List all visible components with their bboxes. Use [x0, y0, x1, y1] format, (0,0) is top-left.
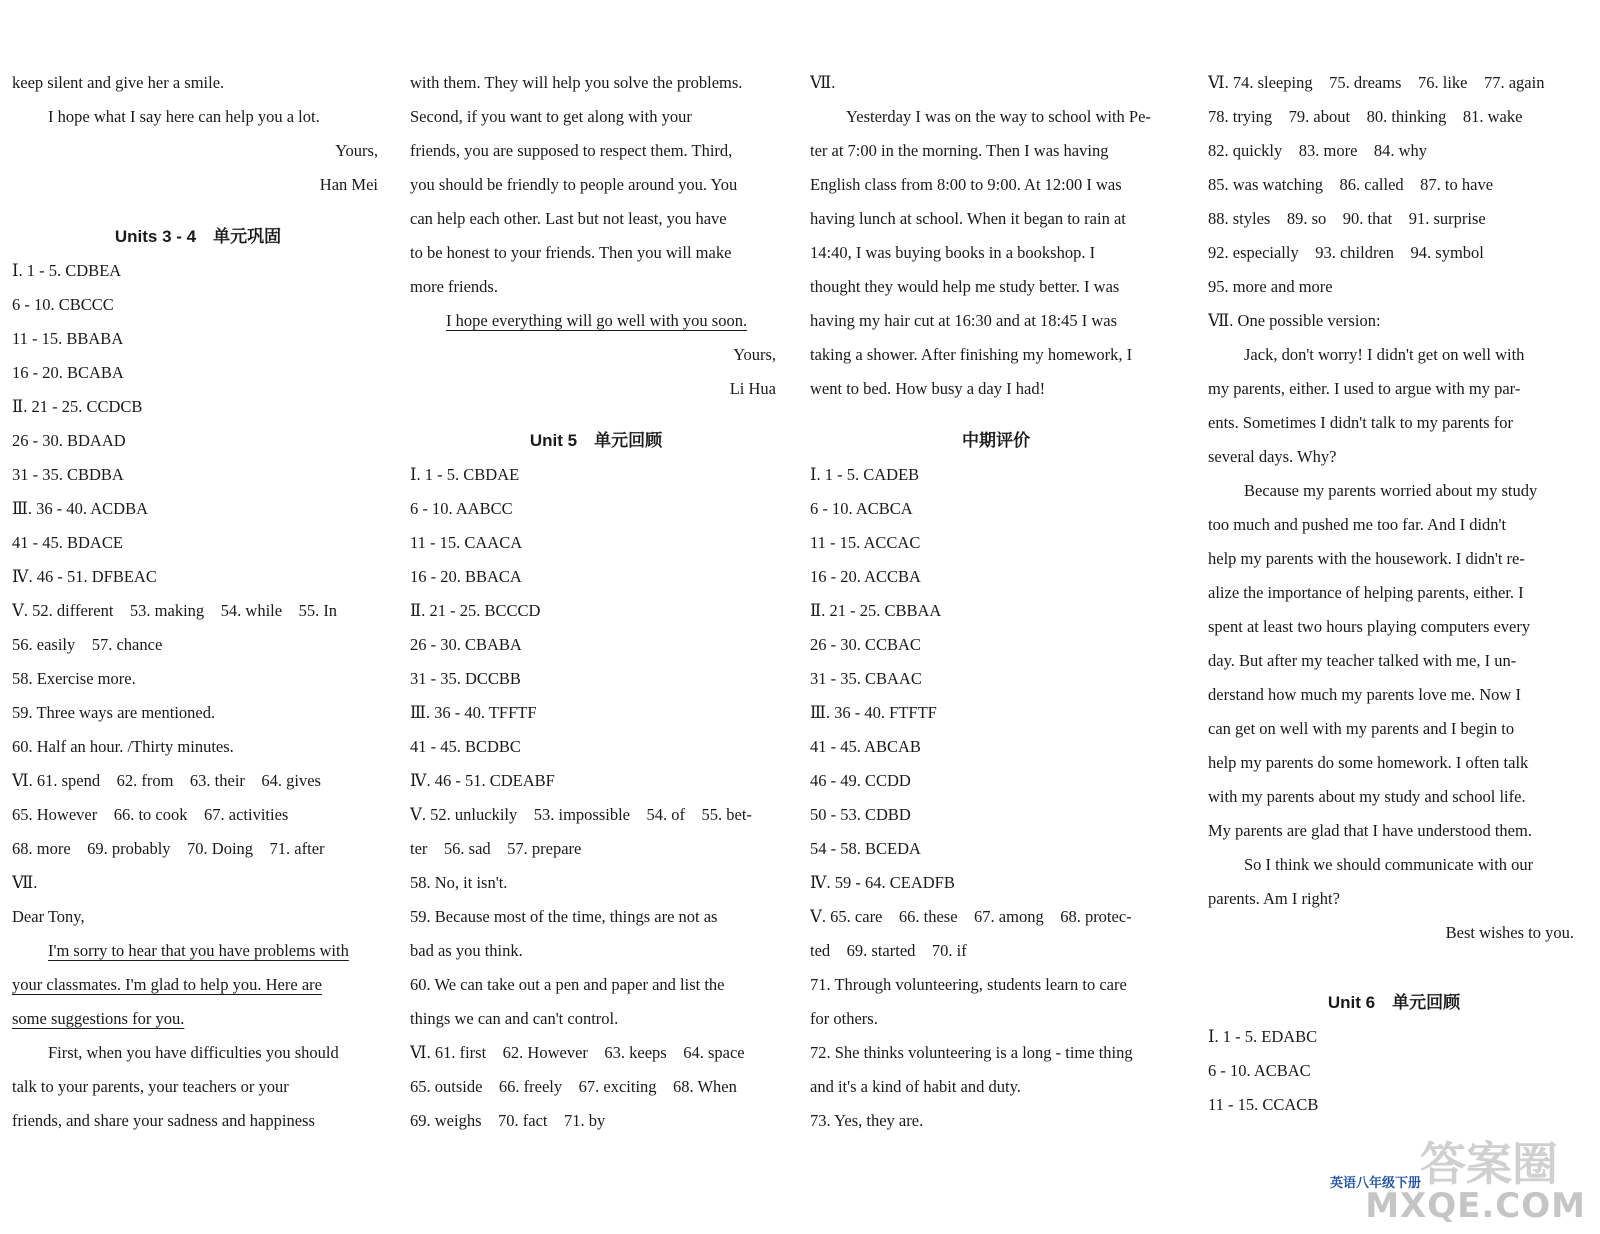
essay-line: alize the importance of helping parents, either. I [1208, 583, 1524, 602]
essay-line: taking a shower. After finishing my homework, I [810, 345, 1133, 364]
answer-line: 59. Because most of the time, things are not as [410, 907, 718, 926]
essay-line: So I think we should communicate with our [1244, 855, 1534, 874]
answer-line: 95. more and more [1208, 277, 1333, 296]
essay-line: my parents, either. I used to argue with my par- [1208, 379, 1521, 398]
letter-line: Second, if you want to get along with your [410, 107, 692, 126]
text-line: keep silent and give her a smile. [12, 73, 225, 92]
answer-line: 16 - 20. BCABA [12, 363, 124, 382]
answer-line: 6 - 10. ACBCA [810, 499, 913, 518]
letter-line: more friends. [410, 277, 498, 296]
letter-line: your classmates. I'm glad to help you. Here are [12, 975, 322, 994]
answer-line: Ⅱ. 21 - 25. CCDCB [12, 397, 143, 416]
answer-line: 41 - 45. ABCAB [810, 737, 921, 756]
answer-line: Ⅱ. 21 - 25. CBBAA [810, 601, 942, 620]
letter-line: I hope everything will go well with you soon. [446, 311, 748, 330]
section-heading: Units 3 - 4 单元巩固 [114, 227, 282, 246]
essay-line: too much and pushed me too far. And I didn't [1208, 515, 1507, 534]
page-footer: 英语八年级下册 [1330, 1176, 1422, 1191]
answer-line: 68. more 69. probably 70. Doing 71. after [12, 839, 325, 858]
answer-line: Ⅰ. 1 - 5. CDBEA [12, 261, 122, 280]
answer-line: 46 - 49. CCDD [810, 771, 911, 790]
answer-line: 92. especially 93. children 94. symbol [1208, 243, 1484, 262]
letter-line: friends, and share your sadness and happiness [12, 1111, 315, 1130]
essay-line: with my parents about my study and school life. [1208, 787, 1526, 806]
answer-line: 69. weighs 70. fact 71. by [410, 1111, 606, 1130]
answer-line: bad as you think. [410, 941, 523, 960]
spacer [1208, 950, 1580, 968]
answer-line: Ⅶ. One possible version: [1208, 311, 1381, 330]
answer-line: 60. We can take out a pen and paper and list the [410, 975, 725, 994]
letter-line: can help each other. Last but not least, you have [410, 209, 727, 228]
answer-line: 6 - 10. AABCC [410, 499, 513, 518]
answer-line: ted 69. started 70. if [810, 941, 967, 960]
answer-line: 60. Half an hour. /Thirty minutes. [12, 737, 234, 756]
answer-line: Ⅰ. 1 - 5. CADEB [810, 465, 920, 484]
answer-line: 88. styles 89. so 90. that 91. surprise [1208, 209, 1486, 228]
answer-line: Ⅴ. 52. unluckily 53. impossible 54. of 55. bet- [410, 805, 752, 824]
signoff: Yours, [733, 345, 776, 364]
answer-line: 31 - 35. DCCBB [410, 669, 521, 688]
essay-line: ter at 7:00 in the morning. Then I was having [810, 141, 1109, 160]
essay-line: went to bed. How busy a day I had! [810, 379, 1046, 398]
answer-line: 26 - 30. CCBAC [810, 635, 921, 654]
answer-line: Ⅴ. 52. different 53. making 54. while 55. In [12, 601, 338, 620]
text-line: I hope what I say here can help you a lot. [48, 107, 320, 126]
answer-line: 11 - 15. BBABA [12, 329, 124, 348]
essay-line: ents. Sometimes I didn't talk to my parents for [1208, 413, 1513, 432]
essay-line: Jack, don't worry! I didn't get on well with [1244, 345, 1525, 364]
answer-line: Ⅴ. 65. care 66. these 67. among 68. protec- [810, 907, 1132, 926]
signature: Li Hua [729, 379, 776, 398]
signoff: Best wishes to you. [1445, 923, 1574, 942]
answer-line: 58. Exercise more. [12, 669, 136, 688]
letter-line: talk to your parents, your teachers or your [12, 1077, 289, 1096]
answer-line: 41 - 45. BDACE [12, 533, 123, 552]
answer-line: 65. outside 66. freely 67. exciting 68. When [410, 1077, 737, 1096]
watermark-logo: 答案圈 [1420, 1137, 1558, 1191]
answer-line: Ⅳ. 46 - 51. CDEABF [410, 771, 555, 790]
essay-line: spent at least two hours playing computers every [1208, 617, 1531, 636]
answer-line: ter 56. sad 57. prepare [410, 839, 582, 858]
letter-line: to be honest to your friends. Then you will make [410, 243, 732, 262]
essay-line: can get on well with my parents and I begin to [1208, 719, 1515, 738]
answer-line: Ⅲ. 36 - 40. ACDBA [12, 499, 149, 518]
answer-line: Ⅳ. 46 - 51. DFBEAC [12, 567, 157, 586]
essay-line: parents. Am I right? [1208, 889, 1340, 908]
answer-line: Ⅰ. 1 - 5. EDABC [1208, 1027, 1318, 1046]
answer-line: for others. [810, 1009, 878, 1028]
answer-line: 73. Yes, they are. [810, 1111, 924, 1130]
answer-line: 26 - 30. CBABA [410, 635, 522, 654]
column-2 [410, 66, 782, 1138]
answer-line: 16 - 20. ACCBA [810, 567, 921, 586]
answer-line: 41 - 45. BCDBC [410, 737, 521, 756]
answer-line: 31 - 35. CBAAC [810, 669, 922, 688]
answer-line: Ⅵ. 74. sleeping 75. dreams 76. like 77. again [1208, 73, 1545, 92]
essay-line: English class from 8:00 to 9:00. At 12:00 I was [810, 175, 1122, 194]
answer-line: things we can and can't control. [410, 1009, 619, 1028]
essay-line: several days. Why? [1208, 447, 1337, 466]
essay-line: help my parents do some homework. I often talk [1208, 753, 1529, 772]
answer-line: 85. was watching 86. called 87. to have [1208, 175, 1494, 194]
answer-line: Ⅲ. 36 - 40. FTFTF [810, 703, 937, 722]
answer-line: 11 - 15. CCACB [1208, 1095, 1319, 1114]
answer-line: Ⅲ. 36 - 40. TFFTF [410, 703, 537, 722]
essay-line: having lunch at school. When it began to rain at [810, 209, 1126, 228]
answer-line: 56. easily 57. chance [12, 635, 163, 654]
essay-line: 14:40, I was buying books in a bookshop. I [810, 243, 1096, 262]
answer-line: 31 - 35. CBDBA [12, 465, 124, 484]
answer-line: 6 - 10. ACBAC [1208, 1061, 1311, 1080]
column-1 [12, 66, 384, 1138]
answer-line: 50 - 53. CDBD [810, 805, 911, 824]
watermark-text: MXQE.COM [1365, 1186, 1586, 1226]
letter-line: friends, you are supposed to respect them. Third, [410, 141, 733, 160]
section-heading: 中期评价 [962, 431, 1030, 450]
section-heading: Unit 5 单元回顾 [529, 431, 663, 450]
answer-line: 58. No, it isn't. [410, 873, 508, 892]
column-4 [1208, 66, 1580, 1122]
answer-line: 11 - 15. CAACA [410, 533, 523, 552]
section-heading: Unit 6 单元回顾 [1327, 993, 1461, 1012]
letter-line: with them. They will help you solve the problems. [410, 73, 743, 92]
answer-line: 16 - 20. BBACA [410, 567, 522, 586]
signature: Han Mei [319, 175, 378, 194]
answer-line: 72. She thinks volunteering is a long - time thing [810, 1043, 1133, 1062]
answer-line: 71. Through volunteering, students learn to care [810, 975, 1127, 994]
essay-line: Because my parents worried about my study [1244, 481, 1538, 500]
answer-line: Ⅵ. 61. first 62. However 63. keeps 64. space [410, 1043, 745, 1062]
answer-line: Ⅳ. 59 - 64. CEADFB [810, 873, 955, 892]
answer-line: Ⅶ. [810, 73, 836, 92]
answer-line: 26 - 30. BDAAD [12, 431, 126, 450]
column-3 [810, 66, 1182, 1138]
essay-line: day. But after my teacher talked with me, I un- [1208, 651, 1517, 670]
answer-line: 82. quickly 83. more 84. why [1208, 141, 1428, 160]
answer-line: 6 - 10. CBCCC [12, 295, 114, 314]
letter-greeting: Dear Tony, [12, 907, 85, 926]
essay-line: My parents are glad that I have understood them. [1208, 821, 1532, 840]
letter-line: I'm sorry to hear that you have problems with [48, 941, 349, 960]
essay-line: derstand how much my parents love me. Now I [1208, 685, 1521, 704]
answer-line: Ⅶ. [12, 873, 38, 892]
essay-line: thought they would help me study better. I was [810, 277, 1120, 296]
answer-line: and it's a kind of habit and duty. [810, 1077, 1021, 1096]
answer-line: 65. However 66. to cook 67. activities [12, 805, 289, 824]
letter-line: you should be friendly to people around you. You [410, 175, 738, 194]
signoff: Yours, [335, 141, 378, 160]
essay-line: having my hair cut at 16:30 and at 18:45 I was [810, 311, 1118, 330]
answer-line: 54 - 58. BCEDA [810, 839, 921, 858]
answer-line: 59. Three ways are mentioned. [12, 703, 216, 722]
letter-line: First, when you have difficulties you should [48, 1043, 339, 1062]
answer-line: Ⅱ. 21 - 25. BCCCD [410, 601, 541, 620]
essay-line: Yesterday I was on the way to school with Pe- [846, 107, 1151, 126]
answer-line: Ⅵ. 61. spend 62. from 63. their 64. gives [12, 771, 321, 790]
answer-line: 78. trying 79. about 80. thinking 81. wake [1208, 107, 1523, 126]
answer-line: Ⅰ. 1 - 5. CBDAE [410, 465, 520, 484]
letter-line: some suggestions for you. [12, 1009, 185, 1028]
essay-line: help my parents with the housework. I didn't re- [1208, 549, 1525, 568]
answer-line: 11 - 15. ACCAC [810, 533, 921, 552]
